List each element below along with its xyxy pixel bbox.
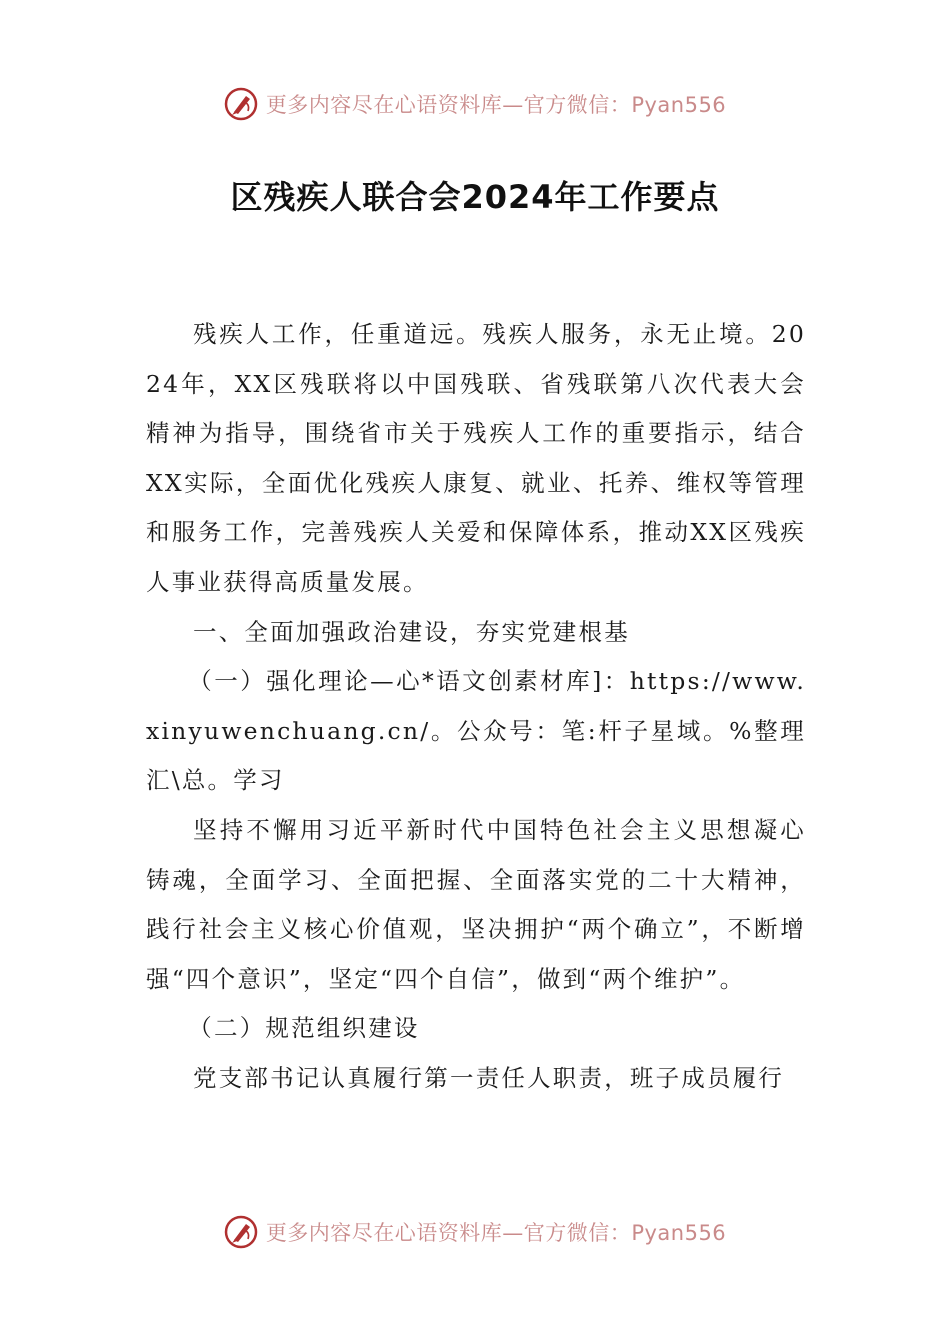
- watermark-text: 更多内容尽在心语资料库—官方微信：Pyan556: [265, 1221, 727, 1245]
- pen-nib-logo-icon: [224, 1215, 258, 1249]
- footer-watermark-banner: [0, 1210, 950, 1254]
- document-title: 区残疾人联合会2024年工作要点: [230, 178, 720, 216]
- watermark-text: 更多内容尽在心语资料库—官方微信：Pyan556: [265, 93, 727, 117]
- document-body: [146, 310, 806, 1104]
- subsection-heading-1: （一）强化理论—心*语文创素材库]：https://www.xinyuwenchuang.cn/。公众号：笔:杆子星域。%整理汇\总。学习: [146, 667, 806, 795]
- header-watermark-banner: [0, 82, 950, 126]
- subsection-heading-2: （二）规范组织建设: [188, 1014, 420, 1043]
- intro-paragraph: 残疾人工作，任重道远。残疾人服务，永无止境。2024年，XX区残联将以中国残联、省残联第八次代表大会精神为指导，围绕省市关于残疾人工作的重要指示，结合XX实际，全面优化残疾人康复、就业、托养、维权等管理和服务工作，完善残疾人关爱和保障体系，推动XX区残疾人事业获得高质量发展。: [146, 320, 806, 596]
- body-paragraph: 坚持不懈用习近平新时代中国特色社会主义思想凝心铸魂，全面学习、全面把握、全面落实党的二十大精神，践行社会主义核心价值观，坚决拥护“两个确立”，不断增强“四个意识”，坚定“四个自信”，做到“两个维护”。: [146, 815, 806, 993]
- body-paragraph: 党支部书记认真履行第一责任人职责，班子成员履行: [193, 1063, 785, 1092]
- pen-nib-logo-icon: [224, 87, 258, 121]
- section-heading-1: 一、全面加强政治建设，夯实党建根基: [193, 617, 630, 646]
